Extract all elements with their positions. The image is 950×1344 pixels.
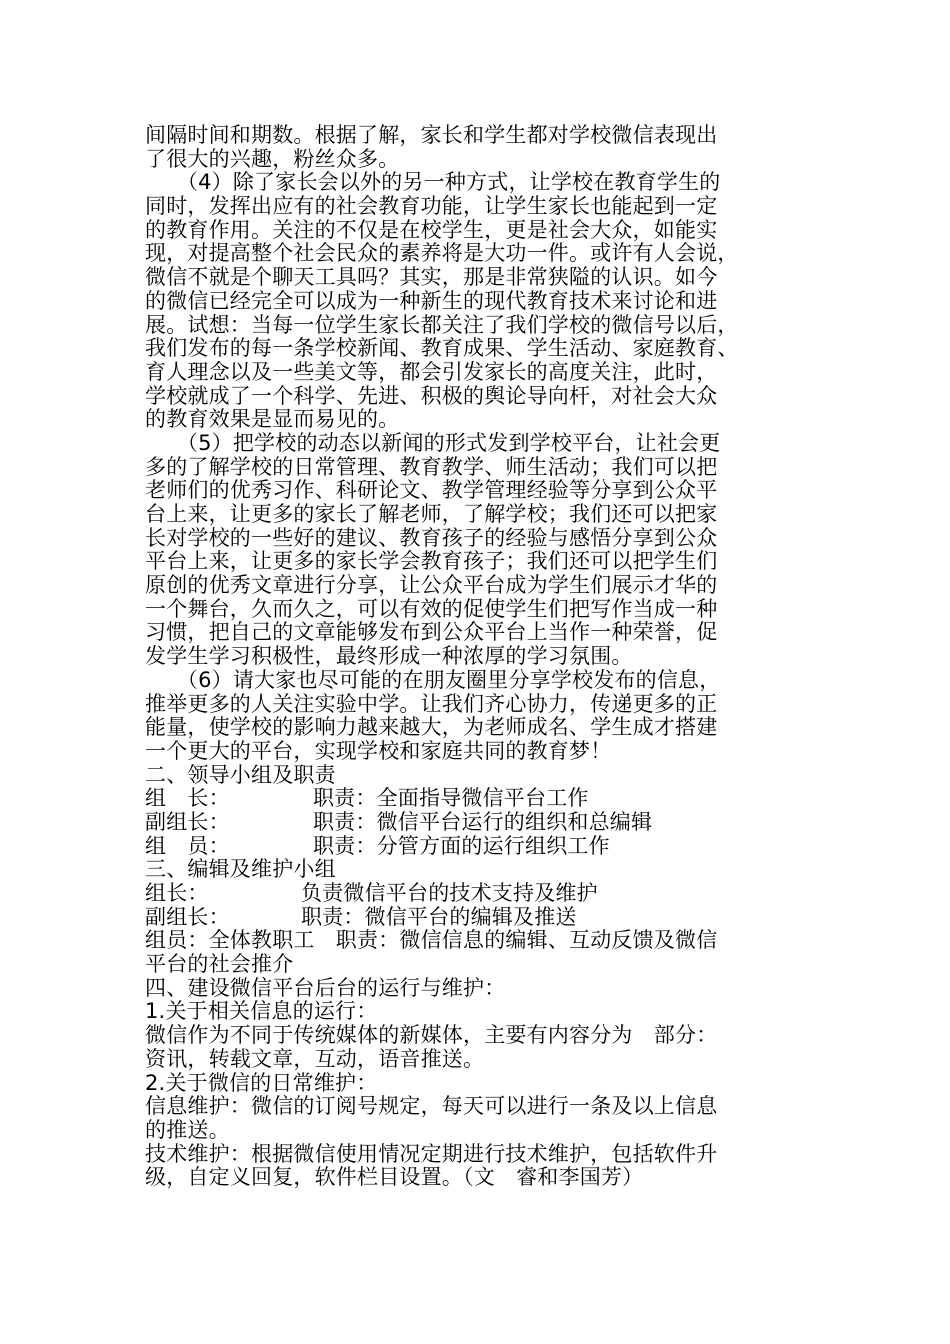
text-line: 平台上来，让更多的家长学会教育孩子；我们还可以把学生们 (145, 549, 718, 574)
duty-text: 职责：微信平台运行的组织和总编辑 (313, 809, 653, 834)
leadership-row-leader (145, 787, 805, 811)
text-line: 一个更大的平台，实现学校和家庭共同的教育梦！ (145, 738, 612, 763)
role-label: 副组长： (145, 904, 230, 929)
duty-text: 职责：微信平台的编辑及推送 (301, 904, 577, 929)
role-label: 组 长： (145, 786, 230, 811)
text-line: 资讯，转载文章，互动，语音推送。 (145, 1046, 485, 1071)
duty-text: 负责微信平台的技术支持及维护 (301, 881, 598, 905)
text-line: 发学生学习积极性，最终形成一种浓厚的学习氛围。 (145, 644, 633, 669)
text-line: 老师们的优秀习作、科研论文、教学管理经验等分享到公众平 (145, 478, 718, 503)
text-line: （6）请大家也尽可能的在朋友圈里分享学校发布的信息， (145, 667, 721, 692)
text-line: （5）把学校的动态以新闻的形式发到学校平台，让社会更 (145, 430, 721, 455)
text-line: 的教育效果是显而易见的。 (145, 407, 400, 432)
text-line: 育人理念以及一些美文等，都会引发家长的高度关注，此时， (145, 359, 718, 384)
text-line: 的微信已经完全可以成为一种新生的现代教育技术来讨论和进 (145, 288, 718, 313)
text-line: 现，对提高整个社会民众的素养将是大功一件。或许有人会说， (145, 241, 739, 266)
text-line: 台上来，让更多的家长了解老师，了解学校；我们还可以把家 (145, 502, 718, 526)
duty-text: 职责：分管方面的运行组织工作 (313, 833, 610, 858)
text-line: 平台的社会推介 (145, 952, 294, 977)
text-line: （4）除了家长会以外的另一种方式，让学校在教育学生的 (145, 170, 721, 195)
text-line: 级，自定义回复，软件栏目设置。（文 睿和李国芳） (145, 1165, 644, 1190)
text-line: 技术维护：根据微信使用情况定期进行技术维护，包括软件升 (145, 1141, 718, 1166)
text-line: 能量，使学校的影响力越来越大，为老师成名、学生成才搭建 (145, 715, 718, 740)
section-heading-editing: 三、编辑及维护小组 (145, 857, 336, 882)
text-line: 微信不就是个聊天工具吗？其实，那是非常狭隘的认识。如今 (145, 265, 718, 290)
text-line: 组员：全体教职工 职责：微信信息的编辑、互动反馈及微信 (145, 928, 718, 953)
text-line: 的教育作用。关注的不仅是在校学生，更是社会大众，如能实 (145, 217, 718, 242)
text-line: 间隔时间和期数。根据了解，家长和学生都对学校微信表现出 (145, 123, 718, 147)
section-heading-operation: 四、建设微信平台后台的运行与维护： (145, 975, 506, 1000)
section-heading-leadership: 二、领导小组及职责 (145, 762, 336, 787)
role-label: 副组长： (145, 809, 230, 834)
text-line: 一个舞台，久而久之，可以有效的促使学生们把写作当成一种 (145, 596, 718, 621)
text-line: 原创的优秀文章进行分享，让公众平台成为学生们展示才华的 (145, 573, 718, 598)
text-line: 推举更多的人关注实验中学。让我们齐心协力，传递更多的正 (145, 691, 718, 716)
editing-row-deputy (145, 906, 805, 930)
editing-row-leader (145, 882, 805, 906)
text-line: 的推送。 (145, 1117, 230, 1142)
text-line: 习惯，把自己的文章能够发布到公众平台上当作一种荣誉，促 (145, 620, 718, 645)
text-line: 信息维护：微信的订阅号规定，每天可以进行一条及以上信息 (145, 1094, 718, 1119)
subheading: 1.关于相关信息的运行： (145, 999, 378, 1024)
text-line: 微信作为不同于传统媒体的新媒体，主要有内容分为 部分： (145, 1023, 718, 1048)
subheading: 2.关于微信的日常维护： (145, 1070, 378, 1095)
text-line: 多的了解学校的日常管理、教育教学、师生活动；我们可以把 (145, 454, 718, 479)
text-line: 了很大的兴趣，粉丝众多。 (145, 146, 400, 171)
text-line: 展。试想：当每一位学生家长都关注了我们学校的微信号以后， (145, 312, 739, 337)
leadership-row-deputy (145, 811, 805, 835)
text-line: 学校就成了一个科学、先进、积极的舆论导向杆，对社会大众 (145, 383, 718, 408)
document-body (145, 124, 805, 1190)
leadership-row-member (145, 835, 805, 859)
duty-text: 职责：全面指导微信平台工作 (313, 786, 589, 811)
role-label: 组长： (145, 881, 209, 905)
role-label: 组 员： (145, 833, 230, 858)
text-line: 长对学校的一些好的建议、教育孩子的经验与感悟分享到公众 (145, 525, 718, 550)
text-line: 我们发布的每一条学校新闻、教育成果、学生活动、家庭教育、 (145, 336, 739, 361)
text-line: 同时，发挥出应有的社会教育功能，让学生家长也能起到一定 (145, 194, 718, 219)
